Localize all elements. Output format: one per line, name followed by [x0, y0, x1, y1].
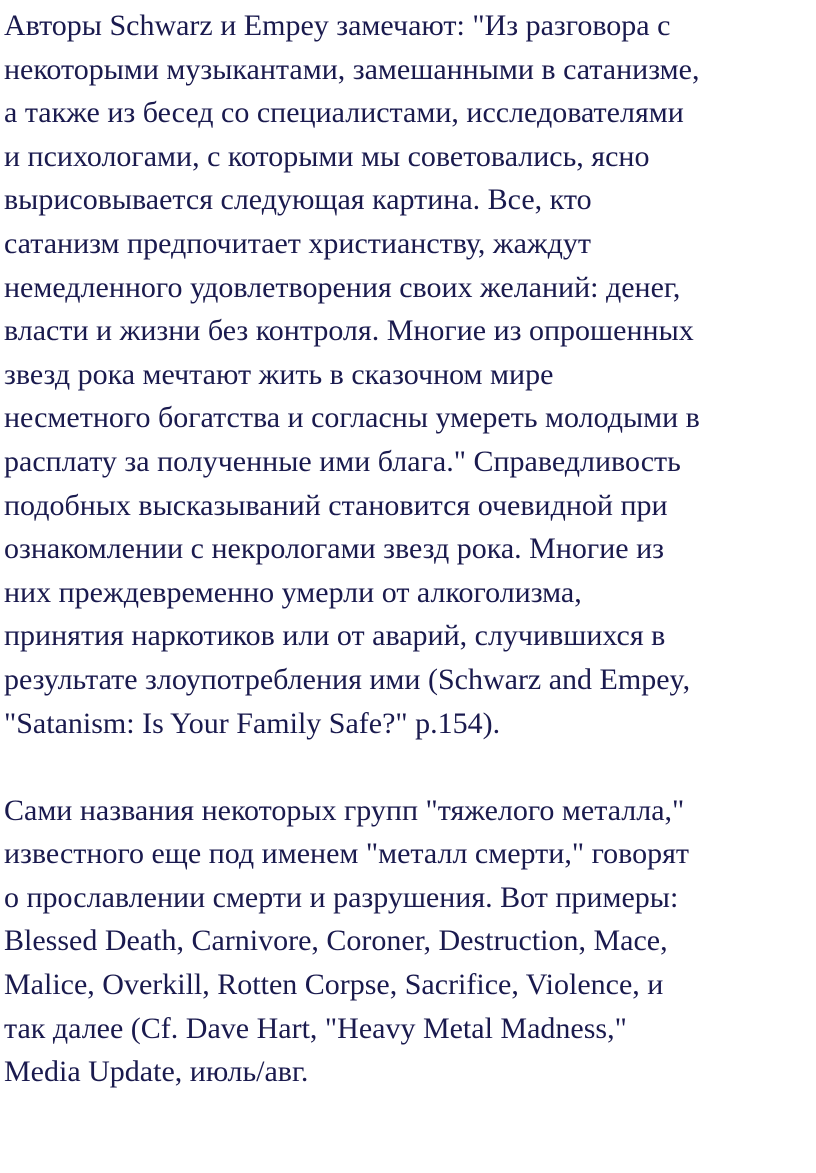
text-line: Сами названия некоторых групп "тяжелого металла,": [4, 793, 685, 827]
text-line: "Satanism: Is Your Family Safe?" p.154).: [4, 706, 501, 740]
text-line: них преждевременно умерли от алкоголизма,: [4, 575, 582, 609]
text-line: результате злоупотребления ими (Schwarz and Empey,: [4, 662, 691, 696]
text-line: Blessed Death, Carnivore, Coroner, Destruction, Mace,: [4, 924, 668, 958]
text-line: подобных высказываний становится очевидной при: [4, 488, 668, 522]
text-line: и психологами, с которыми мы советовались, ясно: [4, 139, 650, 173]
text-line: власти и жизни без контроля. Многие из опрошенных: [4, 314, 694, 348]
text-line: Media Update, июль/авг.: [4, 1055, 309, 1089]
text-line: о прославлении смерти и разрушения. Вот примеры:: [4, 880, 679, 914]
paragraph-gap: [4, 745, 816, 789]
text-line: а также из бесед со специалистами, исследователями: [4, 96, 684, 130]
text-line: некоторыми музыкантами, замешанными в сатанизме,: [4, 52, 700, 86]
text-line: так далее (Cf. Dave Hart, "Heavy Metal Madness,": [4, 1011, 627, 1045]
paragraph-schwarz-empey-quote: [4, 4, 816, 745]
text-line: ознакомлении с некрологами звезд рока. Многие из: [4, 532, 664, 566]
text-line: звезд рока мечтают жить в сказочном мире: [4, 357, 554, 391]
text-line: расплату за полученные ими блага." Справедливость: [4, 444, 681, 478]
text-line: известного еще под именем "металл смерти," говорят: [4, 837, 689, 871]
text-line: несметного богатства и согласны умереть молодыми в: [4, 401, 700, 435]
paragraph-metal-band-names: [4, 789, 816, 1094]
text-line: вырисовывается следующая картина. Все, кто: [4, 183, 592, 217]
text-line: Malice, Overkill, Rotten Corpse, Sacrifice, Violence, и: [4, 968, 664, 1002]
text-line: сатанизм предпочитает христианству, жаждут: [4, 226, 592, 260]
text-line: принятия наркотиков или от аварий, случившихся в: [4, 619, 666, 653]
text-line: Авторы Schwarz и Empey замечают: "Из разговора с: [4, 9, 671, 42]
text-line: немедленного удовлетворения своих желаний: денег,: [4, 270, 681, 304]
